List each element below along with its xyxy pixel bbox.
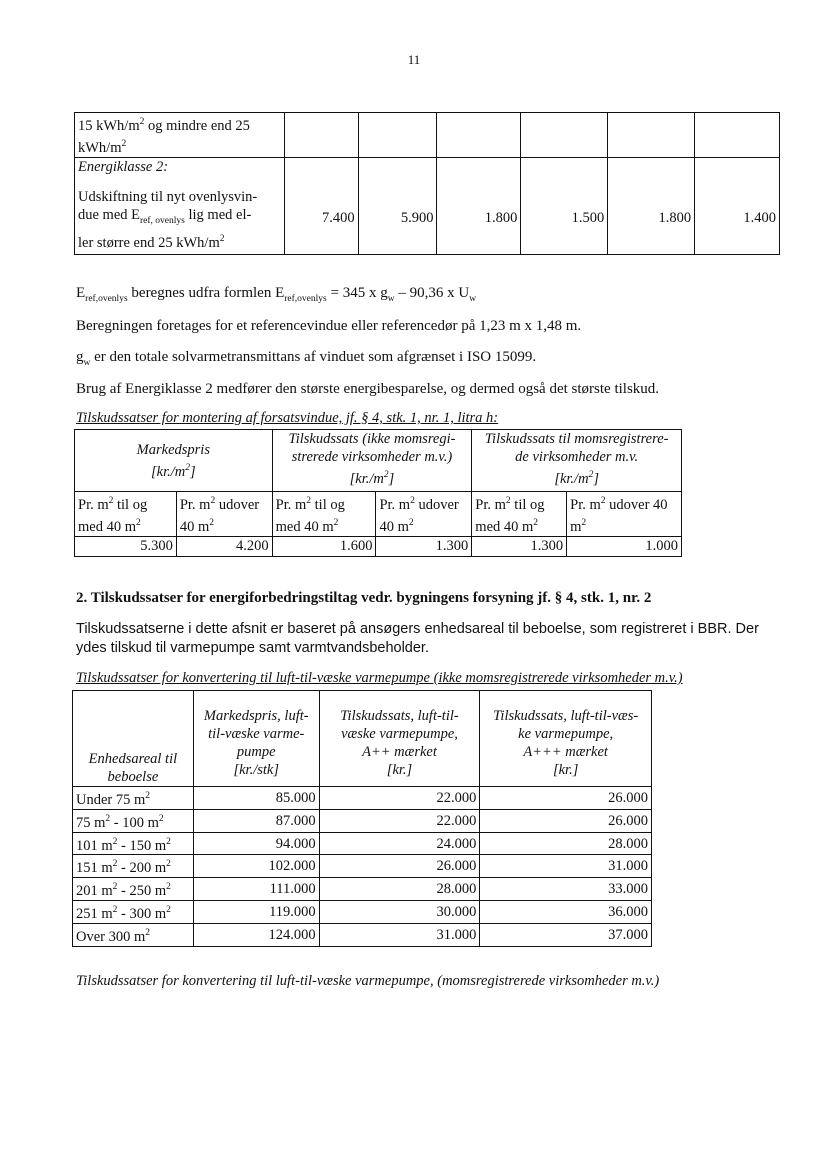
header-enhedsareal: Enhedsareal til beboelse (73, 691, 194, 787)
table-row: Under 75 $m^2$ 85.000 22.000 26.000 (73, 787, 652, 810)
value-cell: 5.300 (75, 536, 177, 556)
value-cell: 1.400 (695, 182, 780, 254)
table-row: 251 $m^2 - 300$ $m^2$ 119.000 30.000 36.000 (73, 901, 652, 924)
table-row: 151 $m^2 - 200$ $m^2$ 102.000 26.000 31.000 (73, 855, 652, 878)
energy-class-heading: Energiklasse 2: (75, 157, 285, 182)
header-moms: Tilskudssats til momsregistrere- de virksomheder m.v. $[kr./m^2]$ (472, 430, 682, 492)
value-cell: 1.800 (608, 182, 695, 254)
energy-row-label: 15 kWh/$m^2$ og mindre end 25 kWh/$m^2$ (75, 113, 285, 158)
page-number: 11 (407, 52, 421, 67)
table-row: Over 300 $m^2$ 124.000 31.000 37.000 (73, 923, 652, 946)
energy-row-label: Udskiftning til nyt ovenlysvin- due med $E_{ref, ovenlys}$ lig med el- ler større end 25 kWh/$m^2$ (75, 182, 285, 254)
subheader-cell: Pr. $m^2$ til og med 40 $m^2$ (272, 492, 376, 537)
section-2-paragraph: Tilskudssatserne i dette afsnit er baseret på ansøgers enhedsareal til beboelse, som registreret i BBR. Der ydes tilskud til varmepumpe samt varmtvandsbeholder. (76, 621, 759, 656)
heatpump-caption: Tilskudssatser for konvertering til luft-til-væske varmepumpe (ikke momsregistrerede virksomheder m.v.) (76, 670, 683, 686)
heatpump-table (72, 690, 652, 947)
header-markedspris: Markedspris, luft- til-væske varme- pumpe [kr./stk] (193, 691, 319, 787)
energiklasse-paragraph: Brug af Energiklasse 2 medfører den største energibesparelse, og dermed også det største tilskud. (76, 381, 660, 397)
header-a3-sats: Tilskudssats, luft-til-væs- ke varmepumpe, A+++ mærket [kr.] (480, 691, 652, 787)
forsats-table (74, 429, 682, 557)
subheader-cell: Pr. $m^2$ til og med 40 $m^2$ (472, 492, 567, 537)
header-a2-sats: Tilskudssats, luft-til- væske varmepumpe, A++ mærket [kr.] (319, 691, 480, 787)
value-cell: 1.800 (437, 182, 521, 254)
value-cell: 5.900 (358, 182, 437, 254)
value-cell: 1.000 (567, 536, 682, 556)
table-row: 75 $m^2 - 100$ $m^2$ 87.000 22.000 26.000 (73, 809, 652, 832)
gw-paragraph: $g_w$ er den totale solvarmetransmittans af vinduet som afgrænset i ISO 15099. (76, 349, 537, 368)
header-markedspris: Markedspris $[kr./m^2]$ (75, 430, 273, 492)
subheader-cell: Pr. $m^2$ udover 40 $m^2$ (567, 492, 682, 537)
forsats-caption: Tilskudssatser for montering af forsatsvindue, jf. § 4, stk. 1, nr. 1, litra h: (76, 410, 499, 426)
section-2-heading: 2. Tilskudssatser for energiforbedringstiltag vedr. bygningens forsyning jf. § 4, stk. 1, nr. 2 (76, 590, 652, 606)
table-row: 101 $m^2 - 150$ $m^2$ 94.000 24.000 28.000 (73, 832, 652, 855)
reference-paragraph: Beregningen foretages for et referencevindue eller referencedør på 1,23 m x 1,48 m. (76, 318, 582, 334)
value-cell: 4.200 (176, 536, 272, 556)
header-ikke-moms: Tilskudssats (ikke momsregi- strerede virksomheder m.v.) $[kr./m^2]$ (272, 430, 472, 492)
value-cell: 1.500 (521, 182, 608, 254)
subheader-cell: Pr. $m^2$ til og med 40 $m^2$ (75, 492, 177, 537)
energy-class-table (74, 112, 780, 255)
value-cell: 1.600 (272, 536, 376, 556)
value-cell: 1.300 (376, 536, 472, 556)
value-cell: 7.400 (284, 182, 358, 254)
subheader-cell: Pr. $m^2$ udover 40 $m^2$ (176, 492, 272, 537)
table-row: 201 $m^2 - 250$ $m^2$ 111.000 28.000 33.000 (73, 878, 652, 901)
heatpump-moms-caption: Tilskudssatser for konvertering til luft-til-væske varmepumpe, (momsregistrerede virksomheder m.v.) (76, 973, 660, 989)
formula-line: $E_{ref,ovenlys}$ beregnes udfra formlen $E_{ref,ovenlys} = 345$ x $g_w - 90,36$ x $U_w$ (76, 285, 477, 304)
value-cell: 1.300 (472, 536, 567, 556)
subheader-cell: Pr. $m^2$ udover 40 $m^2$ (376, 492, 472, 537)
